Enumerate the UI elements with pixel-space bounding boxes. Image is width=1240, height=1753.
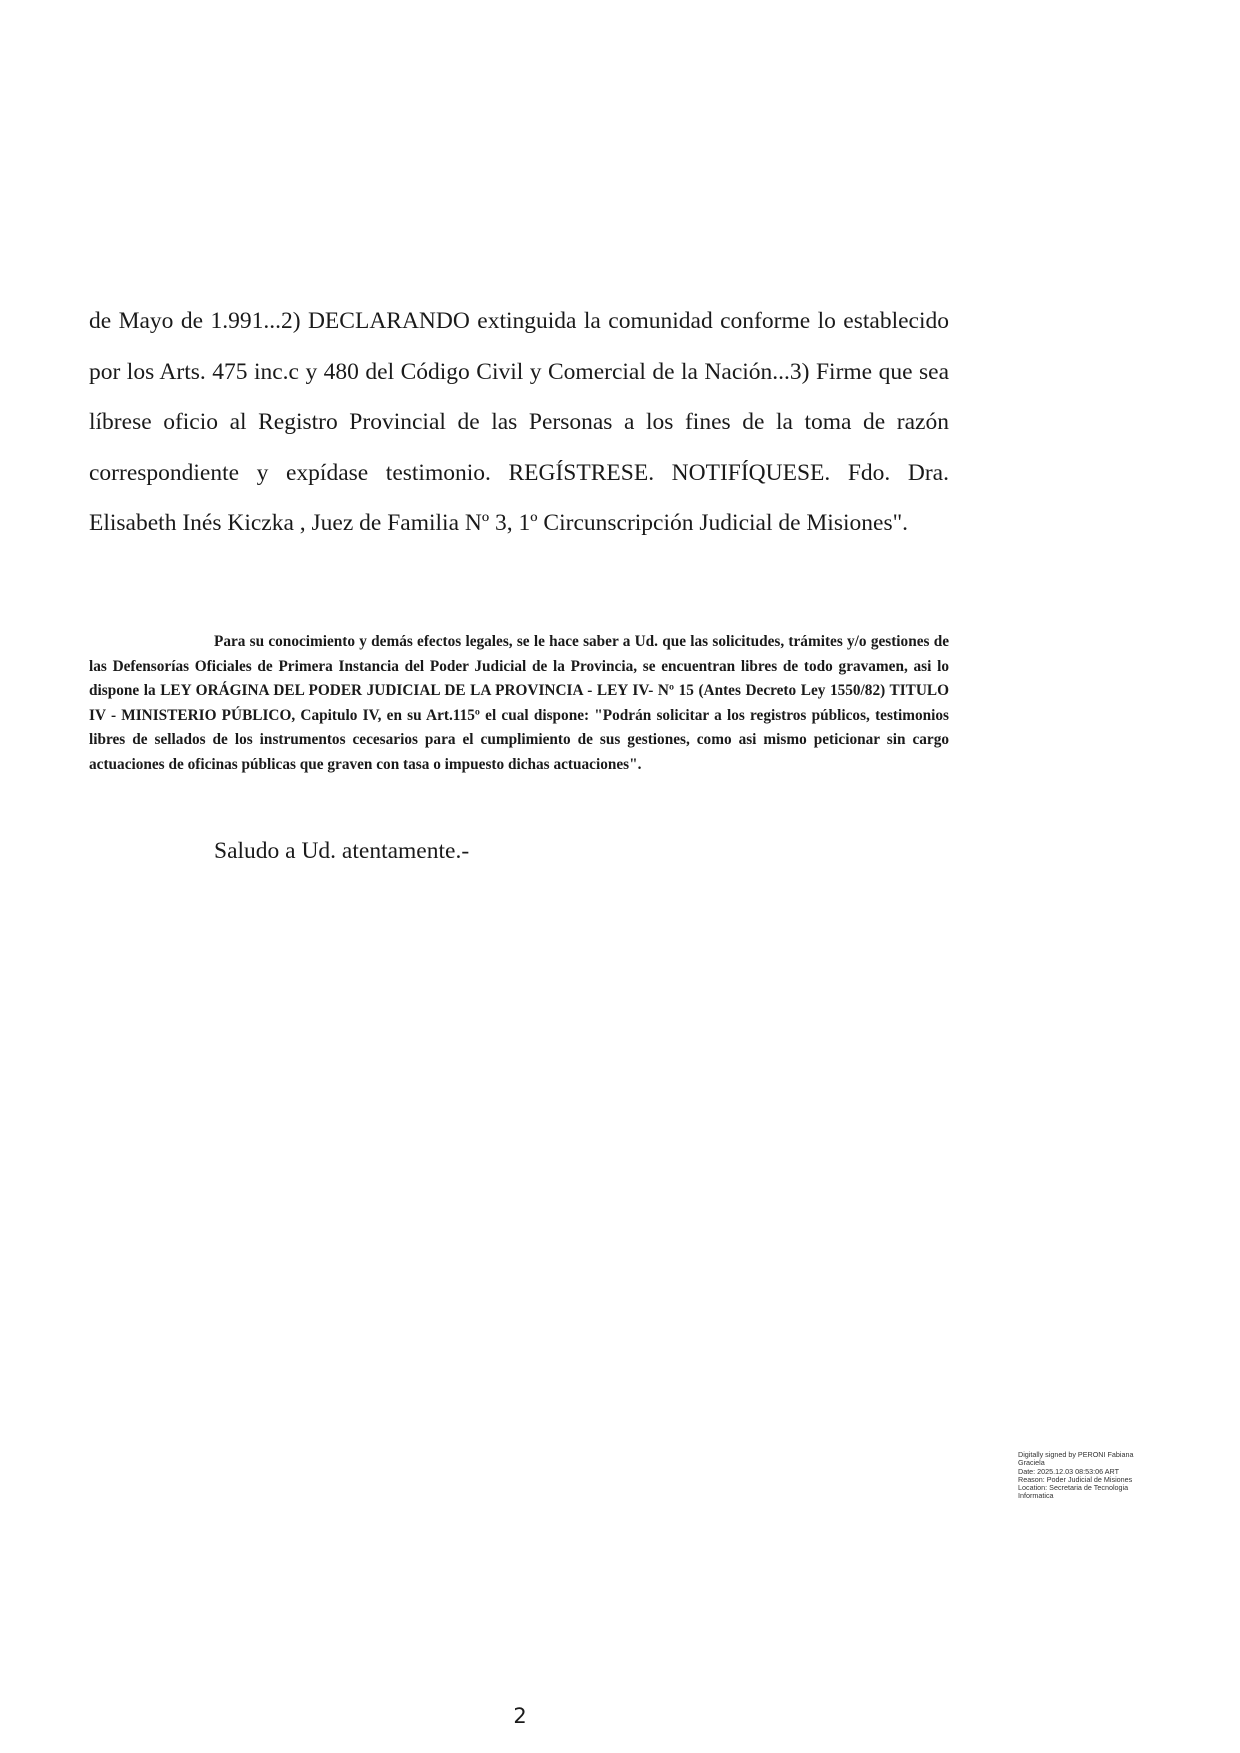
signature-location-cont: Informatica bbox=[1018, 1491, 1054, 1501]
signature-signer-cont: Graciela bbox=[1018, 1458, 1045, 1468]
legal-notice-text: Para su conocimiento y demás efectos legales, se le hace saber a Ud. que las solicitudes, trámites y/o gestiones de las Defensorías Oficiales de Primera Instancia del Poder Judicial de la Provincia, se encuentran libres de todo gravamen, asi lo dispone la LEY ORÁGINA DEL PODER JUDICIAL DE LA PROVINCIA - LEY IV- Nº 15 (Antes Decreto Ley 1550/82) TITULO IV - MINISTERIO PÚBLICO, Capitulo IV, en su Art.115º el cual dispone: "Podrán solicitar a los registros públicos, testimonios libres de sellados de los instrumentos cecesarios para el cumplimiento de sus gestiones, como asi mismo peticionar sin cargo actuaciones de oficinas públicas que graven con tasa o impuesto dichas actuaciones". bbox=[89, 633, 949, 773]
closing-salutation: Saludo a Ud. atentamente.- bbox=[214, 838, 470, 864]
resolution-text: de Mayo de 1.991...2) DECLARANDO extinguida la comunidad conforme lo establecido por los Arts. 475 inc.c y 480 del Código Civil y Comercial de la Nación...3) Firme que sea líbrese oficio al Registro Provincial de las Personas a los fines de la toma de razón correspondiente y expídase testimonio. REGÍSTRESE. NOTIFÍQUESE. Fdo. Dra. Elisabeth Inés Kiczka , Juez de Familia Nº 3, 1º Circunscripción Judicial de Misiones". bbox=[89, 308, 949, 536]
signature-date: Date: 2025.12.03 08:53:06 ART bbox=[1018, 1466, 1119, 1476]
legal-notice bbox=[89, 630, 949, 777]
signature-signer: Digitally signed by PERONI Fabiana bbox=[1018, 1450, 1134, 1459]
resolution-paragraph bbox=[89, 296, 949, 549]
signature-reason: Reason: Poder Judicial de Misiones bbox=[1018, 1474, 1133, 1484]
digital-signature-stamp bbox=[1018, 1451, 1168, 1501]
page-number: 2 bbox=[513, 1704, 527, 1728]
signature-location: Location: Secretaria de Tecnologia bbox=[1018, 1483, 1129, 1493]
